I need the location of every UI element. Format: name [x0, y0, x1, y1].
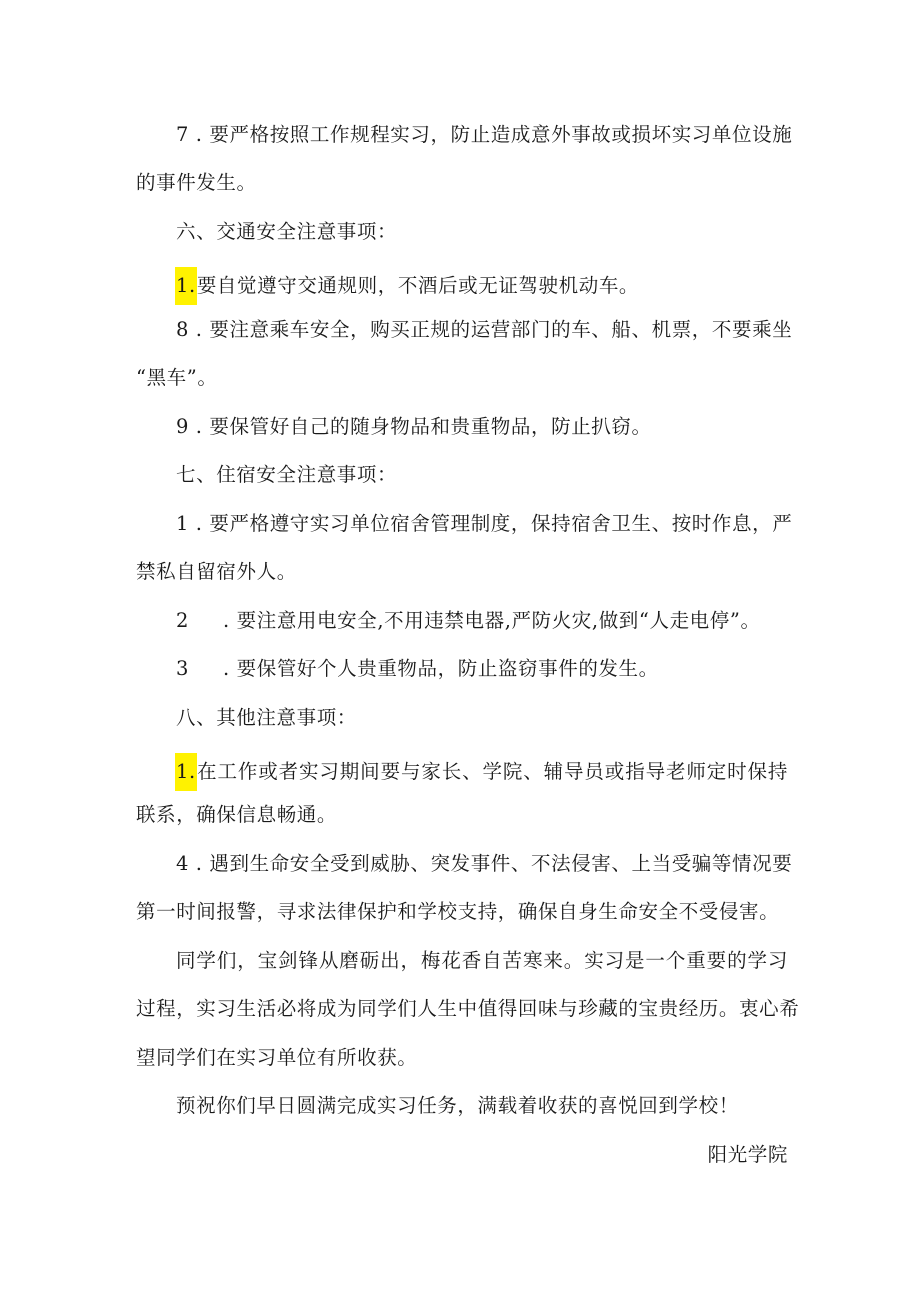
dorm-item-1-line-2: 禁私自留宿外人。 — [136, 560, 297, 583]
section-heading-traffic: 六、交通安全注意事项： — [176, 220, 398, 243]
closing-paragraph-line-3: 望同学们在实习单位有所收获。 — [136, 1046, 418, 1069]
other-item-1-line-2: 联系，确保信息畅通。 — [136, 803, 338, 826]
other-item-4-line-1: 4 . 遇到生命安全受到威胁、突发事件、不法侵害、上当受骗等情况要 — [176, 852, 793, 875]
highlighted-number: 1. — [175, 753, 197, 791]
item-7-line-2: 的事件发生。 — [136, 171, 257, 194]
dorm-item-2-number: 2 — [176, 609, 190, 632]
dorm-item-1-line-1: 1 . 要严格遵守实习单位宿舍管理制度，保持宿舍卫生、按时作息，严 — [176, 512, 793, 535]
traffic-item-8-line-2: “黑车”。 — [136, 366, 218, 389]
closing-paragraph-line-1: 同学们，宝剑锋从磨砺出，梅花香自苦寒来。实习是一个重要的学习 — [176, 949, 788, 972]
dorm-item-3 — [176, 655, 659, 683]
closing-paragraph-line-2: 过程，实习生活必将成为同学们人生中值得回味与珍藏的宝贵经历。衷心希 — [136, 997, 800, 1020]
section-heading-dorm: 七、住宿安全注意事项： — [176, 463, 398, 486]
signature: 阳光学院 — [707, 1143, 788, 1166]
other-item-1-line-1 — [176, 753, 788, 791]
dorm-item-2 — [176, 607, 761, 635]
traffic-item-9: 9 . 要保管好自己的随身物品和贵重物品，防止扒窃。 — [176, 415, 652, 438]
traffic-item-1 — [176, 267, 639, 305]
item-7-line-1: 7 . 要严格按照工作规程实习，防止造成意外事故或损坏实习单位设施 — [176, 123, 793, 146]
other-item-4-line-2: 第一时间报警，寻求法律保护和学校支持，确保自身生命安全不受侵害。 — [136, 900, 780, 923]
other-item-1-text: 在工作或者实习期间要与家长、学院、辅导员或指导老师定时保持 — [196, 760, 788, 783]
dorm-item-2-text: . 要注意用电安全,不用违禁电器,严防火灾,做到“人走电停”。 — [223, 609, 761, 632]
traffic-item-8-line-1: 8 . 要注意乘车安全，购买正规的运营部门的车、船、机票，不要乘坐 — [176, 318, 793, 341]
dorm-item-3-number: 3 — [176, 657, 190, 680]
dorm-item-3-text: . 要保管好个人贵重物品，防止盗窃事件的发生。 — [223, 657, 659, 680]
traffic-item-1-text: 要自觉遵守交通规则，不酒后或无证驾驶机动车。 — [196, 274, 640, 297]
section-heading-other: 八、其他注意事项： — [176, 706, 357, 729]
highlighted-number: 1. — [175, 267, 197, 305]
wishes-line: 预祝你们早日圆满完成实习任务，满载着收获的喜悦回到学校！ — [176, 1094, 739, 1117]
